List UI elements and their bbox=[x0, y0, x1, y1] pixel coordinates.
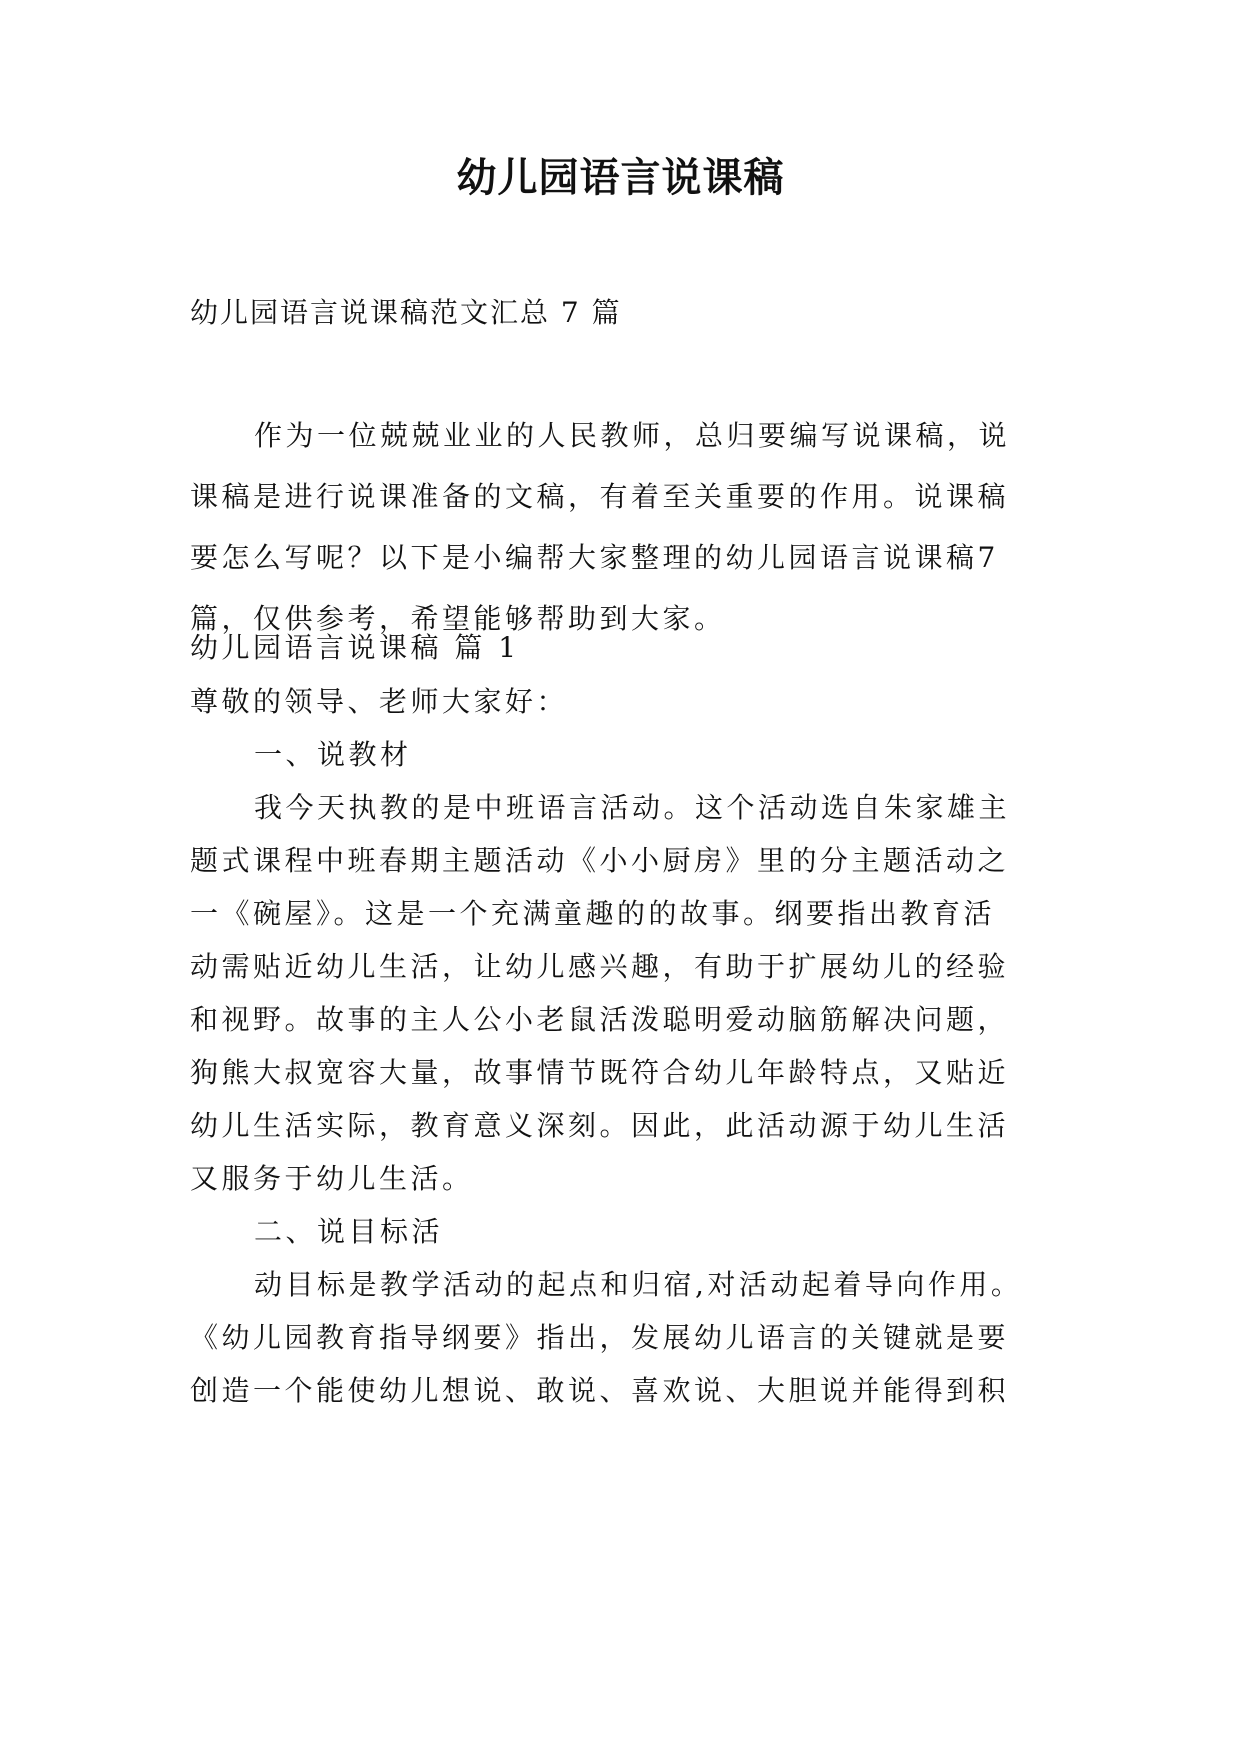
intro-line: 篇，仅供参考，希望能够帮助到大家。 bbox=[190, 602, 726, 635]
part1-line: 我今天执教的是中班语言活动。这个活动选自朱家雄主 bbox=[254, 791, 1011, 824]
part1-line: 动需贴近幼儿生活，让幼儿感兴趣，有助于扩展幼儿的经验 bbox=[190, 950, 1010, 983]
section-heading: 幼儿园语言说课稿 篇 1 bbox=[190, 631, 520, 664]
part1-line: 一《碗屋》。这是一个充满童趣的的故事。纲要指出教育活 bbox=[190, 897, 996, 930]
part2-line: 动目标是教学活动的起点和归宿,对活动起着导向作用。 bbox=[254, 1268, 1023, 1301]
part1-line: 又服务于幼儿生活。 bbox=[190, 1162, 474, 1195]
part1-line: 幼儿生活实际，教育意义深刻。因此，此活动源于幼儿生活 bbox=[190, 1109, 1010, 1142]
part1-heading: 一、说教材 bbox=[254, 738, 412, 771]
part2-line: 创造一个能使幼儿想说、敢说、喜欢说、大胆说并能得到积 bbox=[190, 1374, 1010, 1407]
part1-line: 狗熊大叔宽容大量，故事情节既符合幼儿年龄特点，又贴近 bbox=[190, 1056, 1010, 1089]
part2-line: 《幼儿园教育指导纲要》指出，发展幼儿语言的关键就是要 bbox=[190, 1321, 1010, 1354]
greeting: 尊敬的领导、老师大家好： bbox=[190, 685, 569, 718]
part1-line: 题式课程中班春期主题活动《小小厨房》里的分主题活动之 bbox=[190, 844, 1010, 877]
part1-line: 和视野。故事的主人公小老鼠活泼聪明爱动脑筋解决问题， bbox=[190, 1003, 1010, 1036]
intro-line: 课稿是进行说课准备的文稿，有着至关重要的作用。说课稿 bbox=[190, 480, 1010, 513]
part2-heading: 二、说目标活 bbox=[254, 1215, 444, 1248]
intro-paragraph bbox=[190, 405, 1010, 649]
document-subtitle: 幼儿园语言说课稿范文汇总 7 篇 bbox=[190, 296, 622, 329]
intro-line: 作为一位兢兢业业的人民教师，总归要编写说课稿，说 bbox=[254, 419, 1011, 452]
document-title: 幼儿园语言说课稿 bbox=[456, 155, 785, 201]
intro-line: 要怎么写呢？以下是小编帮大家整理的幼儿园语言说课稿7 bbox=[190, 541, 999, 574]
